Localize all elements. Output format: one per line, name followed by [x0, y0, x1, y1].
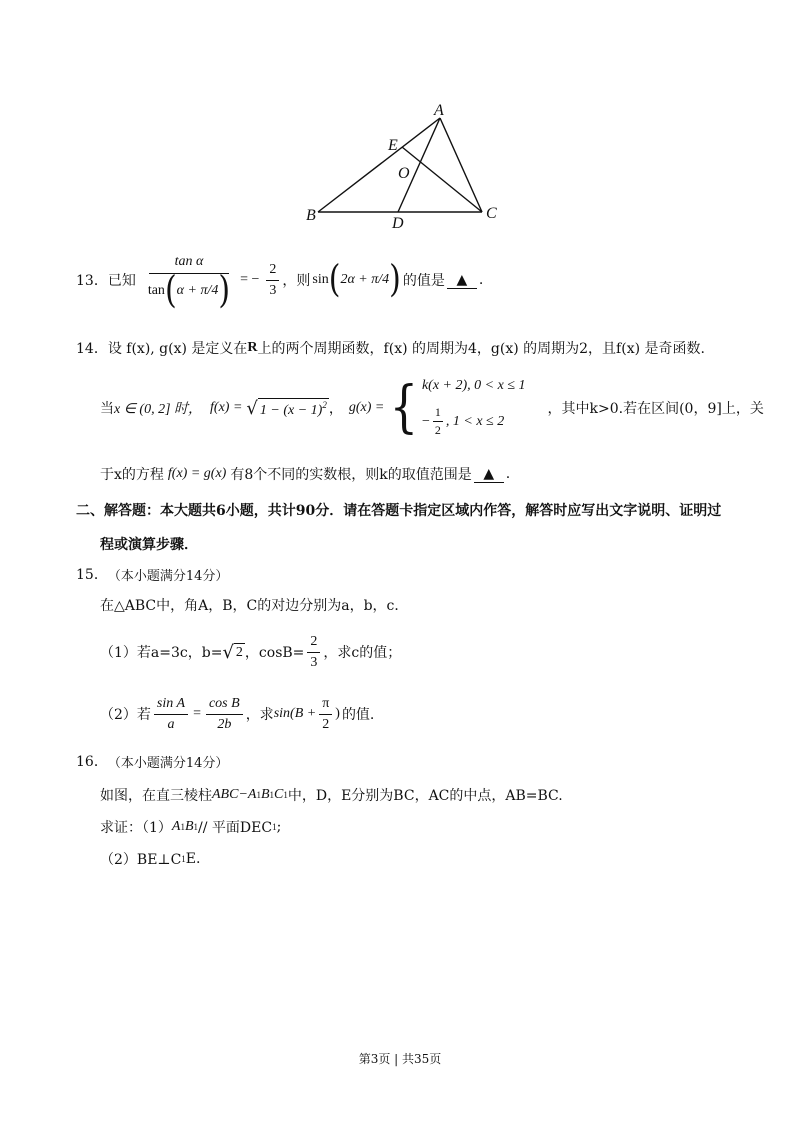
q15-p2-right-frac	[206, 696, 243, 733]
label-d: D	[392, 215, 404, 230]
q14-case-2	[422, 405, 526, 438]
q13-arg: 2α + π/4	[340, 272, 390, 287]
q14-case2-num: 1	[433, 405, 443, 422]
q14-number: 14．	[76, 341, 108, 357]
question-15-header	[76, 563, 228, 585]
q15-p2-close: )	[335, 706, 340, 721]
q14-line2-a: 当	[100, 401, 114, 417]
q13-sin: sin	[312, 272, 329, 287]
q13-rparen: )	[389, 257, 401, 302]
q14-case2-cond: , 1 < x ≤ 2	[445, 413, 505, 429]
q15-part-2	[100, 692, 374, 736]
q16-proof: 求证：（1）	[100, 820, 172, 836]
q14-line2-g: g(x) =	[348, 400, 385, 415]
q16-stem-a: 如图，在直三棱柱	[100, 788, 212, 804]
triangle-figure	[300, 100, 510, 230]
q16-stem-sub1: 1	[256, 790, 261, 800]
q15-sqrt-sign: √	[222, 641, 234, 663]
q14-line3-eq: f(x) = g(x)	[167, 466, 227, 481]
q15-p1-frac	[307, 634, 320, 671]
q14-case2-neg: −	[421, 413, 430, 429]
label-e: E	[388, 137, 398, 154]
q13-eq: = −	[240, 272, 260, 287]
q14-sqrt	[246, 398, 328, 419]
q15-p2-r-num: cos B	[206, 696, 243, 715]
segment-ec	[402, 147, 482, 212]
q13-den-arg: α + π/4	[176, 283, 219, 298]
question-14-line-3	[100, 462, 510, 486]
q15-p2-tail: 的值.	[341, 707, 375, 723]
q13-main-fraction	[145, 254, 233, 313]
q16-p2-end: E.	[185, 851, 201, 867]
q15-p1-label: （1）若a=3c，b=	[100, 645, 223, 661]
q15-p2-l-num: sin A	[154, 696, 188, 715]
section-2-heading-line-2: 程或演算步骤．	[100, 537, 198, 553]
q14-line2-d: ，其中k>0.若在区间(0，9]上，关	[547, 401, 764, 417]
q15-p2-left-frac	[154, 696, 188, 733]
q16-p1-sub2: 1	[193, 822, 199, 832]
q13-frac-den	[145, 268, 233, 313]
q14-cases	[422, 378, 526, 438]
q15-p1-sqrt	[222, 642, 244, 663]
q14-line3-b: 有8个不同的实数根，则k的取值范围是	[230, 467, 472, 483]
q14-line3-a: 于x的方程	[100, 467, 164, 483]
q14-line1-a: 设 f(x), g(x) 是定义在	[107, 341, 248, 357]
q13-frac-num: tan α	[149, 254, 230, 274]
q14-case-1: k(x + 2), 0 < x ≤ 1	[421, 378, 526, 393]
q14-sqrt-exp: 2	[322, 399, 327, 410]
q13-den-fn: tan	[147, 283, 165, 298]
q15-p1-num: 2	[307, 634, 320, 653]
q16-part-2	[100, 848, 200, 870]
label-c: C	[486, 205, 497, 222]
q14-brace: {	[389, 375, 419, 440]
q15-p1-cos: ，cosB=	[244, 645, 305, 661]
q13-lparen: (	[328, 257, 341, 302]
q15-p2-r-den: 2b	[217, 716, 232, 732]
q14-line1-R: R	[247, 340, 258, 355]
q15-p2-eq: =	[193, 706, 201, 721]
q16-stem	[100, 784, 563, 806]
q14-line1-c: f(x) 的周期为4，	[383, 341, 491, 357]
q15-stem: 在△ABC中，角A，B，C的对边分别为a，b，c．	[100, 598, 409, 614]
question-14-line-2	[100, 376, 764, 440]
question-16-header	[76, 750, 228, 772]
q14-case2-frac	[433, 405, 443, 438]
q16-stem-sub3: 1	[283, 790, 288, 800]
q13-rhs-fraction	[266, 262, 279, 299]
q13-tail: 的值是	[402, 273, 445, 289]
q14-line2-c: ，	[328, 401, 343, 417]
q14-sqrt-inner: 1 − (x − 1)	[259, 402, 323, 418]
q15-p2-label: （2）若	[100, 707, 151, 723]
q15-sqrt-rad: 2	[235, 645, 243, 660]
section-2-heading-line-1: 二、解答题：本大题共6小题，共计90分．请在答题卡指定区域内作答，解答时应写出文字说明、证明过	[76, 503, 722, 519]
q16-p2-sub: 1	[181, 854, 186, 864]
q15-p1-tail: ，求c的值；	[323, 645, 402, 661]
q14-line2-b: x ∈ (0, 2] 时，	[114, 402, 203, 417]
q16-stem-sub2: 1	[269, 790, 275, 800]
page-footer: 第3页 | 共35页	[358, 1052, 442, 1066]
q16-score: （本小题满分14分）	[107, 755, 229, 771]
q16-stem-prism: ABC−A	[212, 787, 257, 802]
q16-number: 16．	[76, 754, 108, 770]
q16-p1-par: // 平面DEC	[198, 820, 273, 836]
q14-case2-den: 2	[434, 423, 441, 437]
q15-p2-two: 2	[322, 716, 330, 732]
q13-rhs-den: 3	[269, 282, 277, 298]
q16-p1-sub1: 1	[180, 822, 185, 832]
q14-end: .	[505, 466, 511, 482]
q15-p1-den: 3	[310, 654, 318, 670]
q16-p1-A: A	[171, 819, 181, 834]
q14-sqrt-sign: √	[246, 397, 258, 419]
q15-p2-mid: ，求	[245, 707, 274, 723]
q14-line1-b: 上的两个周期函数，	[257, 341, 384, 357]
q16-p2-label: （2）BE⊥C	[100, 852, 182, 868]
label-a: A	[434, 102, 444, 119]
side-ac	[440, 118, 482, 212]
q16-p1-end: ;	[276, 819, 282, 835]
q14-line2-f: f(x) =	[210, 400, 243, 415]
q13-rhs-num: 2	[266, 262, 279, 281]
q16-stem-B: B	[260, 787, 270, 802]
q15-p2-pi: π	[319, 696, 332, 715]
q13-number: 13．	[76, 273, 108, 289]
q15-number: 15．	[76, 567, 108, 583]
q15-p2-sin: sin(B +	[273, 706, 317, 721]
q16-p1-sub3: 1	[272, 822, 277, 832]
q13-den-rparen: )	[218, 268, 231, 313]
q16-part-1	[100, 816, 281, 838]
q15-p2-l-den: a	[167, 716, 175, 732]
q13-answer-blank[interactable]: ▲	[447, 272, 477, 289]
q16-stem-b: 中，D，E分别为BC，AC的中点，AB=BC.	[287, 788, 563, 804]
q16-stem-C: C	[274, 787, 284, 802]
q14-sqrt-rad	[258, 398, 329, 419]
q13-prefix: 已知	[107, 273, 136, 289]
q15-p2-pi-frac	[319, 696, 332, 733]
q14-line1-d: g(x) 的周期为2，且	[490, 341, 617, 357]
q13-end: .	[478, 272, 484, 288]
q13-then: ，则	[282, 273, 311, 289]
q14-answer-blank[interactable]: ▲	[474, 466, 504, 483]
q16-p1-B: B	[184, 819, 194, 834]
side-ab	[318, 118, 440, 212]
label-o: O	[398, 165, 410, 182]
question-13	[76, 248, 483, 312]
q15-part-1	[100, 630, 401, 674]
question-14-line-1	[76, 336, 705, 360]
q13-den-lparen: (	[164, 268, 177, 313]
q15-score: （本小题满分14分）	[107, 568, 229, 584]
q14-line1-e: f(x) 是奇函数.	[616, 341, 705, 357]
label-b: B	[306, 207, 316, 224]
